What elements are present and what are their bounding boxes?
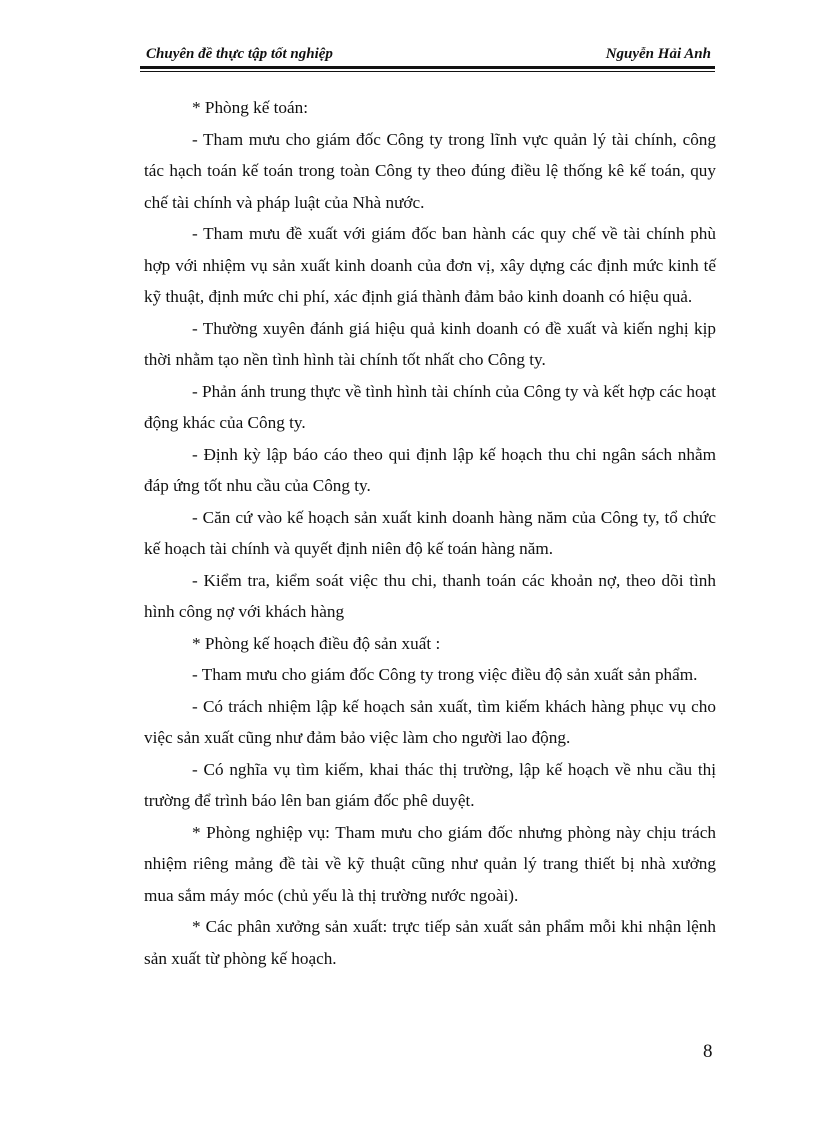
paragraph: - Căn cứ vào kế hoạch sản xuất kinh doanh hàng năm của Công ty, tổ chức kế hoạch tài chính và quyết định niên độ kế toán hàng năm. [144,507,716,558]
header-document-title: Chuyên đề thực tập tốt nghiệp [146,46,333,62]
paragraph-phong-ke-toan-heading: * Phòng kế toán: [192,98,309,117]
paragraph: - Kiểm tra, kiểm soát việc thu chi, thanh toán các khoản nợ, theo dõi tình hình công nợ với khách hàng [144,570,716,621]
paragraph-phong-nghiep-vu: * Phòng nghiệp vụ: Tham mưu cho giám đốc nhưng phòng này chịu trách nhiệm riêng mảng đề tài về kỹ thuật cũng như quản lý trang thiết bị nhà xưởng mua sắm máy móc (chủ yếu là thị trường nước ngoài). [144,822,716,905]
paragraph-phong-ke-hoach-heading: * Phòng kế hoạch điều độ sản xuất : [192,633,441,653]
header-rule-thick [140,66,715,69]
paragraph: - Tham mưu đề xuất với giám đốc ban hành các quy chế về tài chính phù hợp với nhiệm vụ sản xuất kinh doanh của đơn vị, xây dựng các định mức kinh tế kỹ thuật, định mức chi phí, xác định giá thành đảm bảo kinh doanh có hiệu quả. [144,224,716,306]
paragraph: - Có nghĩa vụ tìm kiếm, khai thác thị trường, lập kế hoạch về nhu cầu thị trường để trình báo lên ban giám đốc phê duyệt. [144,759,716,810]
paragraph: - Tham mưu cho giám đốc Công ty trong việc điều độ sản xuất sản phẩm. [192,665,698,684]
paragraph: - Thường xuyên đánh giá hiệu quả kinh doanh có đề xuất và kiến nghị kịp thời nhằm tạo nền tình hình tài chính tốt nhất cho Công ty. [144,318,716,369]
header-rule-thin [140,71,715,72]
page-number: 8 [703,1041,713,1062]
paragraph: - Tham mưu cho giám đốc Công ty trong lĩnh vực quản lý tài chính, công tác hạch toán kế toán trong toàn Công ty theo đúng điều lệ thống kê kế toán, quy chế tài chính và pháp luật của Nhà nước. [144,129,716,212]
paragraph: - Định kỳ lập báo cáo theo qui định lập kế hoạch thu chi ngân sách nhằm đáp ứng tốt nhu cầu của Công ty. [144,444,716,495]
body-text [144,92,716,974]
header-author-name: Nguyễn Hải Anh [605,46,711,62]
paragraph: - Phản ánh trung thực về tình hình tài chính của Công ty và kết hợp các hoạt động khác của Công ty. [144,381,716,432]
paragraph: - Có trách nhiệm lập kế hoạch sản xuất, tìm kiếm khách hàng phục vụ cho việc sản xuất cũng như đảm bảo việc làm cho người lao động. [144,696,716,747]
paragraph-phan-xuong-san-xuat: * Các phân xưởng sản xuất: trực tiếp sản xuất sản phẩm mỗi khi nhận lệnh sản xuất từ phòng kế hoạch. [144,917,716,968]
page-header [140,44,715,66]
